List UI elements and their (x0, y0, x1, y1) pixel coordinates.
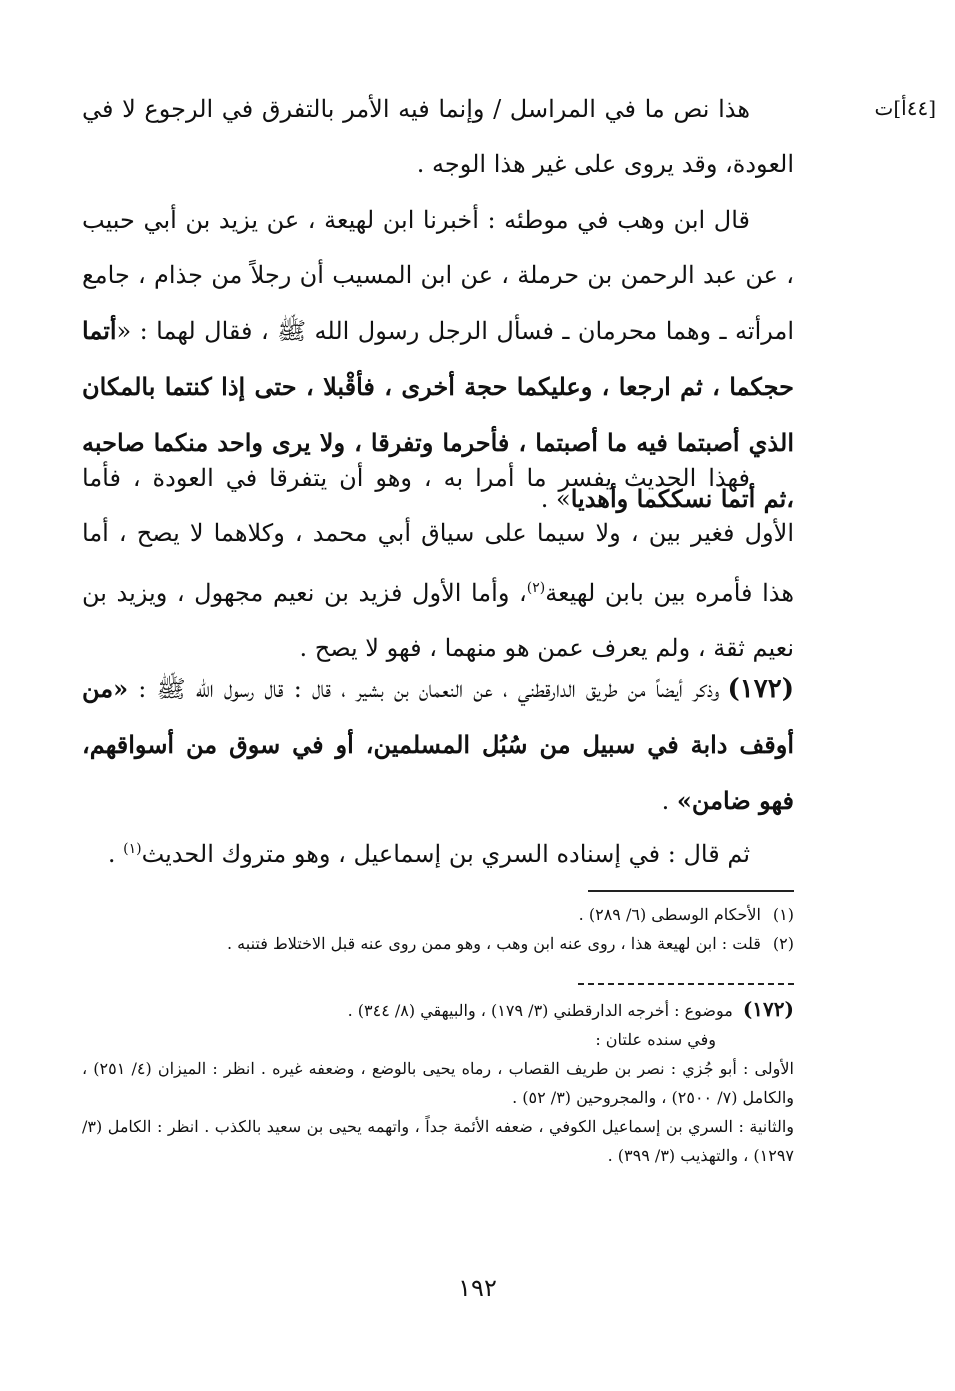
hadith-text-2: «من أوقف دابة في سبيل من سُبُل المسلمين، أو في سوق من أسواقهم، فهو ضامن» (82, 674, 794, 815)
hadith-text-1: أتما حجكما ، ثم ارجعا ، وعليكما حجة أخرى ، فأقْبلا ، حتى إذا كنتما بالمكان الذي أصبتما فيه ما أصبتما ، فأحرما وتفرقا ، ولا يرى واحد منكما صاحبه ،ثم أتما نسككما وأهديا (82, 316, 794, 513)
takhrij-number: (١٧٢) (742, 997, 794, 1021)
main-text (82, 82, 794, 192)
paragraph-4 (82, 661, 794, 829)
takhrij-para-2: والثانية : السري بن إسماعيل الكوفي ، ضعفه الأئمة جداً ، واتهمه يحيى بن سعيد بالكذب . انظر : الكامل (٣/ ١٢٩٧) ، والتهذيب (٣/ ٣٩٩) . (82, 1117, 794, 1165)
paragraph-3-a: فهذا الحديث يفسر ما أمرا به ، وهو أن يتفرقا في العودة ، فأما الأول فغير بين ، ولا سيما على سياق أبي محمد ، وكلاهما لا يصح ، أما هذا فأمره بين بابن لهيعة (82, 464, 795, 607)
main-text-p5 (82, 822, 794, 882)
footnote-2-text: قلت : ابن لهيعة هذا ، روى عنه ابن وهب ، وهو ممن روى عنه قبل الاختلاط فتنبه . (226, 934, 761, 953)
paragraph-5 (82, 822, 794, 882)
takhrij-para-1: الأولى : أبو جُزي : نصر بن طريف القصاب ، رماه يحيى بالوضع ، وضعفه غيره . انظر : الميزان (٤/ ٢٥١) ، والكامل (٧/ ٢٥٠٠) ، والمجروحين (٣/ ٥٢) . (82, 1059, 794, 1107)
paragraph-5-end: . (107, 840, 124, 868)
paragraph-1: هذا نص ما في المراسل / وإنما فيه الأمر بالتفرق في الرجوع لا في العودة، وقد يروى على غير هذا الوجه . (82, 95, 794, 178)
footnote-ref-1[interactable]: (١) (123, 841, 142, 857)
paragraph-4-end: . (661, 787, 677, 815)
paragraph-5-text: ثم قال : في إسناده السري بن إسماعيل ، وهو متروك الحديث (141, 840, 750, 868)
footnote-2-number: (٢) (772, 934, 794, 953)
footnote-1-text: الأحكام الوسطى (٦/ ٢٨٩) . (578, 905, 761, 924)
takhrij-line-1 (82, 995, 794, 1025)
footnote-ref-2[interactable]: (٢) (526, 580, 546, 596)
paragraph-2-end: » . (540, 485, 571, 513)
footnotes (82, 900, 794, 958)
footnote-2 (82, 929, 794, 958)
entry-number: (١٧٢) (727, 674, 794, 704)
footnote-1 (82, 900, 794, 929)
paragraph-4-intro: وذكر أيضاً من طريق الدارقطني ، عن النعمان بن بشير ، قال : قال رسول الله ﷺ : (128, 675, 720, 703)
takhrij-line-2: وفي سنده علتان : (595, 1030, 716, 1049)
paragraph-2-intro: قال ابن وهب في موطئه : أخبرنا ابن لهيعة ، عن يزيد بن أبي حبيب ، عن عبد الرحمن بن حرملة ، عن ابن المسيب أن رجلاً من جذام ، جامع امرأته ـ وهما محرمان ـ فسأل الرجل رسول الله ﷺ ، فقال لهما : « (82, 206, 794, 345)
takhrij-notes (82, 995, 794, 1170)
manuscript-folio-reference: [٤٤أ]ت (874, 96, 936, 120)
page-number: ١٩٢ (458, 1274, 497, 1302)
main-text-p4 (82, 661, 794, 829)
paragraph-3 (82, 451, 794, 676)
paragraph-3-b: ، وأما الأول فزيد بن نعيم مجهول ، ويزيد بن نعيم ثقة ، ولم يعرف عمن هو منهما ، فهو لا يصح . (82, 579, 794, 662)
takhrij-separator (578, 983, 794, 985)
footnote-separator (588, 890, 794, 892)
takhrij-line-1-text: موضوع : أخرجه الدارقطني (٣/ ١٧٩) ، والبيهقي (٨/ ٣٤٤) . (347, 1001, 733, 1020)
main-text-p3 (82, 451, 794, 676)
footnote-1-number: (١) (772, 905, 794, 924)
